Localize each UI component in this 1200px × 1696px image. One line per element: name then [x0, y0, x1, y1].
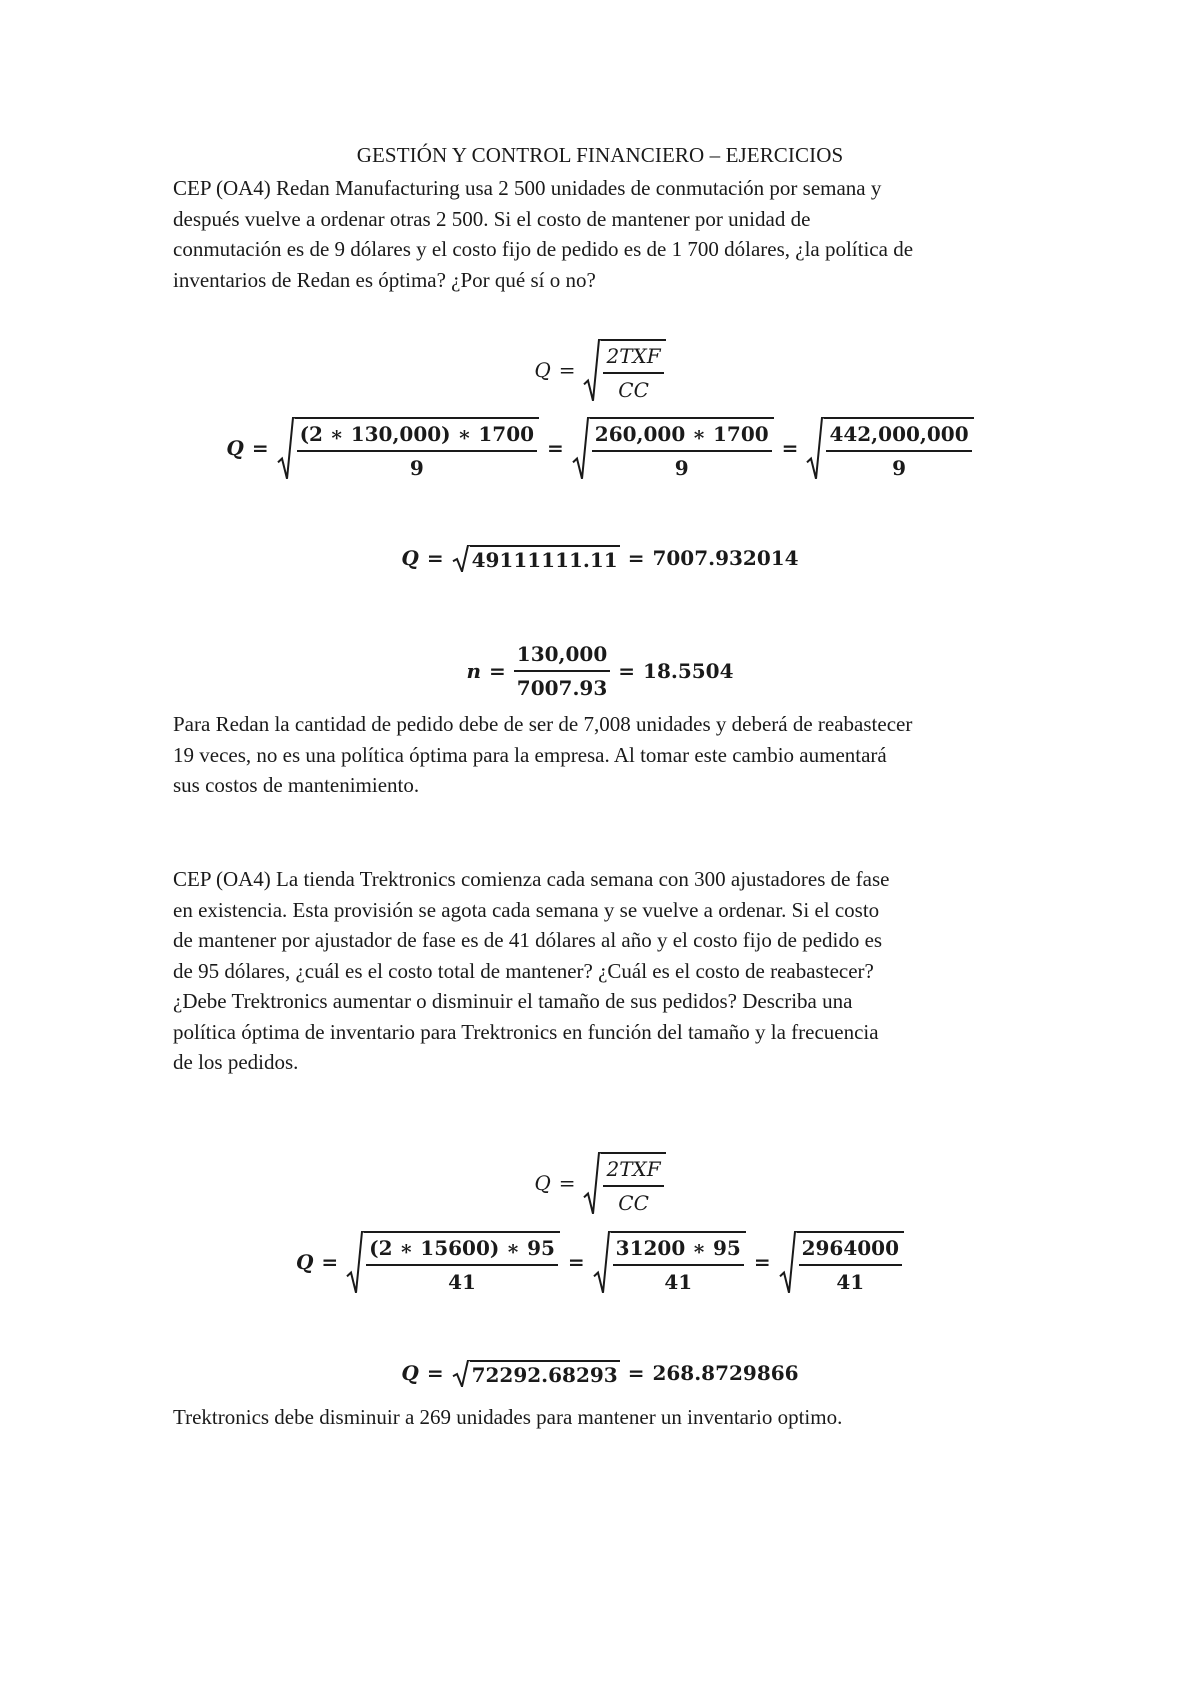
eoq-substitution-2 [0, 1222, 1200, 1302]
eq-equals: = [618, 659, 636, 683]
square-root [806, 417, 973, 480]
fraction-denominator: CC [618, 1190, 649, 1215]
eq-equals: = [627, 546, 645, 570]
text-line: política óptima de inventario para Trektronics en función del tamaño y la frecuencia [173, 1019, 879, 1044]
fraction [603, 1157, 663, 1215]
fraction-denominator: 41 [448, 1269, 476, 1294]
eoq-result-1 [0, 540, 1200, 576]
fraction-denominator: 7007.93 [516, 676, 608, 700]
text-line: CEP (OA4) La tienda Trektronics comienza cada semana con 300 ajustadores de fase [173, 867, 890, 891]
radical-sign-icon [583, 339, 601, 402]
square-root [452, 1360, 620, 1387]
fraction-denominator: CC [618, 377, 649, 402]
text-line: Para Redan la cantidad de pedido debe de ser de 7,008 unidades y deberá de reabastecer [173, 712, 913, 736]
text-line: ¿Debe Trektronics aumentar o disminuir el tamaño de sus pedidos? Describa una [173, 989, 853, 1013]
eq-result: 18.5504 [643, 659, 734, 683]
text-line: de mantener por ajustador de fase es de 41 dólares al año y el costo fijo de pedido es [173, 928, 883, 952]
problem-1-statement [173, 173, 1053, 295]
eoq-formula-2 [0, 1143, 1200, 1223]
fraction-denominator: 41 [664, 1269, 693, 1294]
fraction-numerator: (2 ∗ 130,000) ∗ 1700 [297, 422, 537, 452]
eq-lhs: Q [534, 358, 551, 382]
text-line: de los pedidos. [173, 1050, 299, 1074]
fraction-numerator: (2 ∗ 15600) ∗ 95 [366, 1236, 558, 1266]
fraction-numerator: 31200 ∗ 95 [613, 1236, 744, 1266]
radical-sign-icon [452, 1360, 470, 1387]
eq-equals: = [489, 659, 506, 683]
radicand: 72292.68293 [470, 1360, 620, 1387]
square-root [452, 545, 620, 572]
text-line: después vuelve a ordenar otras 2 500. Si el costo de mantener por unidad de [173, 206, 811, 231]
fraction [592, 422, 772, 480]
eq-result: 268.8729866 [652, 1361, 799, 1385]
fraction [826, 422, 971, 480]
radical-sign-icon [277, 417, 295, 480]
eoq-substitution-1 [0, 408, 1200, 488]
fraction [613, 1236, 744, 1294]
eq-lhs: n [466, 659, 482, 683]
eq-lhs: Q [295, 1250, 314, 1274]
document-title: GESTIÓN Y CONTROL FINANCIERO – EJERCICIOS [356, 143, 844, 167]
fraction [603, 344, 663, 402]
eoq-result-2 [0, 1355, 1200, 1391]
fraction-numerator: 442,000,000 [826, 422, 971, 452]
fraction [366, 1236, 558, 1294]
eoq-formula-1 [0, 330, 1200, 410]
eq-equals: = [251, 436, 269, 460]
square-root [583, 1152, 665, 1215]
eq-lhs: Q [401, 546, 419, 570]
radical-sign-icon [583, 1152, 601, 1215]
fraction-denominator: 41 [836, 1269, 865, 1294]
text-line: CEP (OA4) Redan Manufacturing usa 2 500 unidades de conmutación por semana y [173, 176, 882, 200]
radical-sign-icon [806, 417, 824, 480]
text-line: sus costos de mantenimiento. [173, 773, 420, 797]
square-root [583, 339, 665, 402]
fraction-denominator: 9 [674, 455, 689, 480]
problem-2-conclusion [173, 1402, 1053, 1433]
problem-1-conclusion [173, 709, 1053, 801]
fraction-numerator: 2TXF [603, 344, 663, 374]
eq-equals: = [753, 1250, 771, 1274]
eq-result: 7007.932014 [652, 546, 799, 570]
square-root [277, 417, 539, 480]
fraction-denominator: 9 [409, 455, 424, 480]
fraction-denominator: 9 [892, 455, 906, 480]
order-frequency-1 [0, 636, 1200, 706]
radical-sign-icon [572, 417, 590, 480]
fraction-numerator: 2964000 [799, 1236, 902, 1266]
radical-sign-icon [593, 1231, 611, 1294]
text-line: 19 veces, no es una política óptima para la empresa. Al tomar este cambio aumentará [173, 742, 887, 767]
square-root [593, 1231, 746, 1294]
fraction [514, 642, 610, 700]
text-line: Trektronics debe disminuir a 269 unidades para mantener un inventario optimo. [173, 1405, 843, 1429]
text-line: de 95 dólares, ¿cuál es el costo total de mantener? ¿Cuál es el costo de reabastecer? [173, 958, 874, 983]
eq-equals: = [426, 1361, 444, 1385]
eq-equals: = [426, 546, 444, 570]
fraction [297, 422, 537, 480]
fraction-numerator: 130,000 [514, 642, 610, 672]
eq-equals: = [558, 1171, 576, 1195]
text-line: en existencia. Esta provisión se agota cada semana y se vuelve a ordenar. Si el costo [173, 897, 880, 922]
radical-sign-icon [779, 1231, 797, 1294]
text-line: inventarios de Redan es óptima? ¿Por qué sí o no? [173, 267, 596, 292]
fraction [799, 1236, 902, 1294]
radical-sign-icon [346, 1231, 364, 1294]
square-root [572, 417, 774, 480]
radical-sign-icon [452, 545, 470, 572]
eq-equals: = [558, 358, 576, 382]
eq-lhs: Q [226, 436, 244, 460]
eq-equals: = [321, 1250, 339, 1274]
radicand: 49111111.11 [470, 545, 620, 572]
eq-equals: = [781, 436, 799, 460]
fraction-numerator: 2TXF [603, 1157, 663, 1187]
eq-equals: = [567, 1250, 585, 1274]
eq-lhs: Q [534, 1171, 551, 1195]
square-root [779, 1231, 904, 1294]
fraction-numerator: 260,000 ∗ 1700 [592, 422, 772, 452]
eq-equals: = [547, 436, 564, 460]
eq-lhs: Q [401, 1361, 419, 1385]
problem-2-statement [173, 864, 1053, 1078]
square-root [346, 1231, 560, 1294]
eq-equals: = [627, 1361, 645, 1385]
text-line: conmutación es de 9 dólares y el costo fijo de pedido es de 1 700 dólares, ¿la política de [173, 237, 914, 261]
